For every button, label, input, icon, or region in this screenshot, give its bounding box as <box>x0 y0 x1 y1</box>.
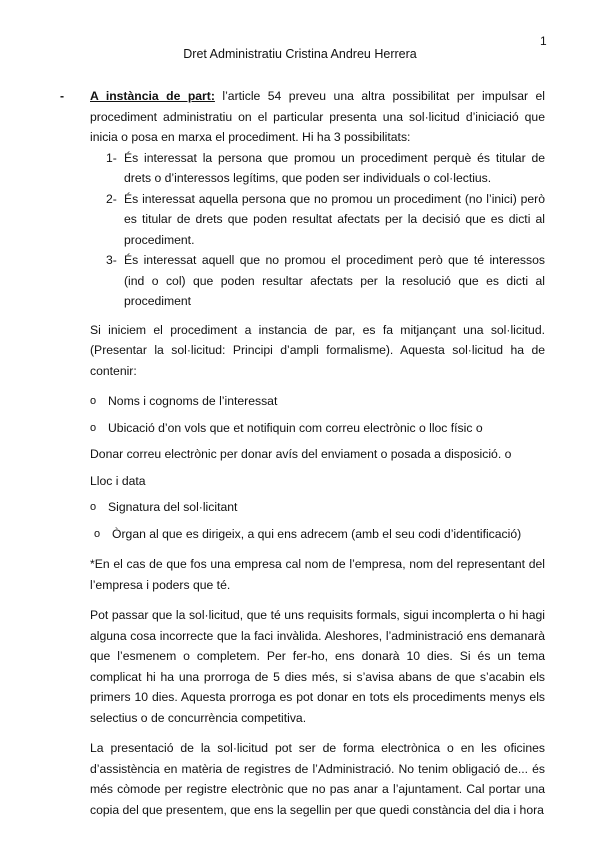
document-body <box>60 86 545 820</box>
list-item <box>90 148 545 189</box>
requirement-text: Noms i cognoms de l’interessat <box>108 394 278 408</box>
page-number: 1 <box>540 34 547 48</box>
section-heading: A instància de part: <box>90 89 215 103</box>
requirement-item <box>90 497 545 518</box>
intro-paragraph <box>60 86 545 148</box>
requirement-text: Ubicació d’on vols que et notifiquin com correu electrònic o lloc físic o <box>108 420 483 435</box>
bullet-marker: o <box>90 501 97 513</box>
intro-text: l’article 54 preveu una altra possibilitat per impulsar el procediment administratiu on el particular presenta una sol·licitud d’iniciació que inicia o posa en marxa el procediment. Hi ha 3 possibilitats: <box>90 89 545 144</box>
requirement-item: Donar correu electrònic per donar avís del enviament o posada a disposició. o <box>90 447 512 461</box>
bullet-marker: o <box>90 421 97 434</box>
item-number: 3- <box>106 253 117 267</box>
presentation-paragraph: La presentació de la sol·licitud pot ser de forma electrònica o en les oficines d’assistència en matèria de registres de l’Administració. No tenim obligació de... és més còmode per registre electrònic que no pas anar a l’ajuntament. Cal portar una copia del que presentem, que ens la segellin per que quedi constància del dia i hora <box>90 741 545 817</box>
requirement-item <box>90 391 545 412</box>
requirement-text: Òrgan al que es dirigeix, a qui ens adrecem (amb el seu codi d’identificació) <box>112 526 522 541</box>
list-item <box>90 189 545 251</box>
item-text: És interessat la persona que promou un procediment perquè és titular de drets o d’interessos legítims, que poden ser individuals o col·lectius. <box>124 150 545 185</box>
list-item <box>90 250 545 312</box>
bullet-marker: o <box>94 527 101 540</box>
requirement-item <box>90 524 545 545</box>
incomplete-request-paragraph: Pot passar que la sol·licitud, que té uns requisits formals, sigui incomplerta o hi hagi alguna cosa incorrecte que la faci invàlida. Aleshores, l’administració ens demanarà que l’esmenem o completem. Per fer-ho, ens donarà 10 dies. Si és un tema complicat hi ha una prorroga de 5 dies més, si s’avisa abans de que s’acabin els primers 10 dies. Aquesta prorroga es pot donar en tots els procediments menys els selectius o de concurrència competitiva. <box>90 608 545 725</box>
document-header: Dret Administratiu Cristina Andreu Herrera <box>183 47 417 61</box>
item-number: 1- <box>106 150 117 165</box>
dash-marker: - <box>60 89 65 103</box>
item-text: És interessat aquell que no promou el procediment però que té interessos (ind o col) que poden resultar afectats per la resolució que es dicti al procediment <box>124 253 545 308</box>
possibilities-list <box>90 148 545 312</box>
requirement-text: Signatura del sol·licitant <box>108 500 238 514</box>
bullet-marker: o <box>90 395 97 407</box>
item-number: 2- <box>106 191 117 206</box>
request-paragraph: Si iniciem el procediment a instancia de par, es fa mitjançant una sol·licitud. (Presentar la sol·licitud: Principi d’ampli formalisme). Aquesta sol·licitud ha de contenir: <box>90 322 545 378</box>
requirement-item: Lloc i data <box>90 473 146 488</box>
item-text: És interessat aquella persona que no promou un procediment (no l’inici) però es titular de drets que poden resultat afectats per la decisió que es dicti al procediment. <box>124 191 545 247</box>
company-note-paragraph: *En el cas de que fos una empresa cal nom de l’empresa, nom del representant del l’empresa i poders que té. <box>90 557 545 592</box>
requirement-item <box>90 418 545 439</box>
